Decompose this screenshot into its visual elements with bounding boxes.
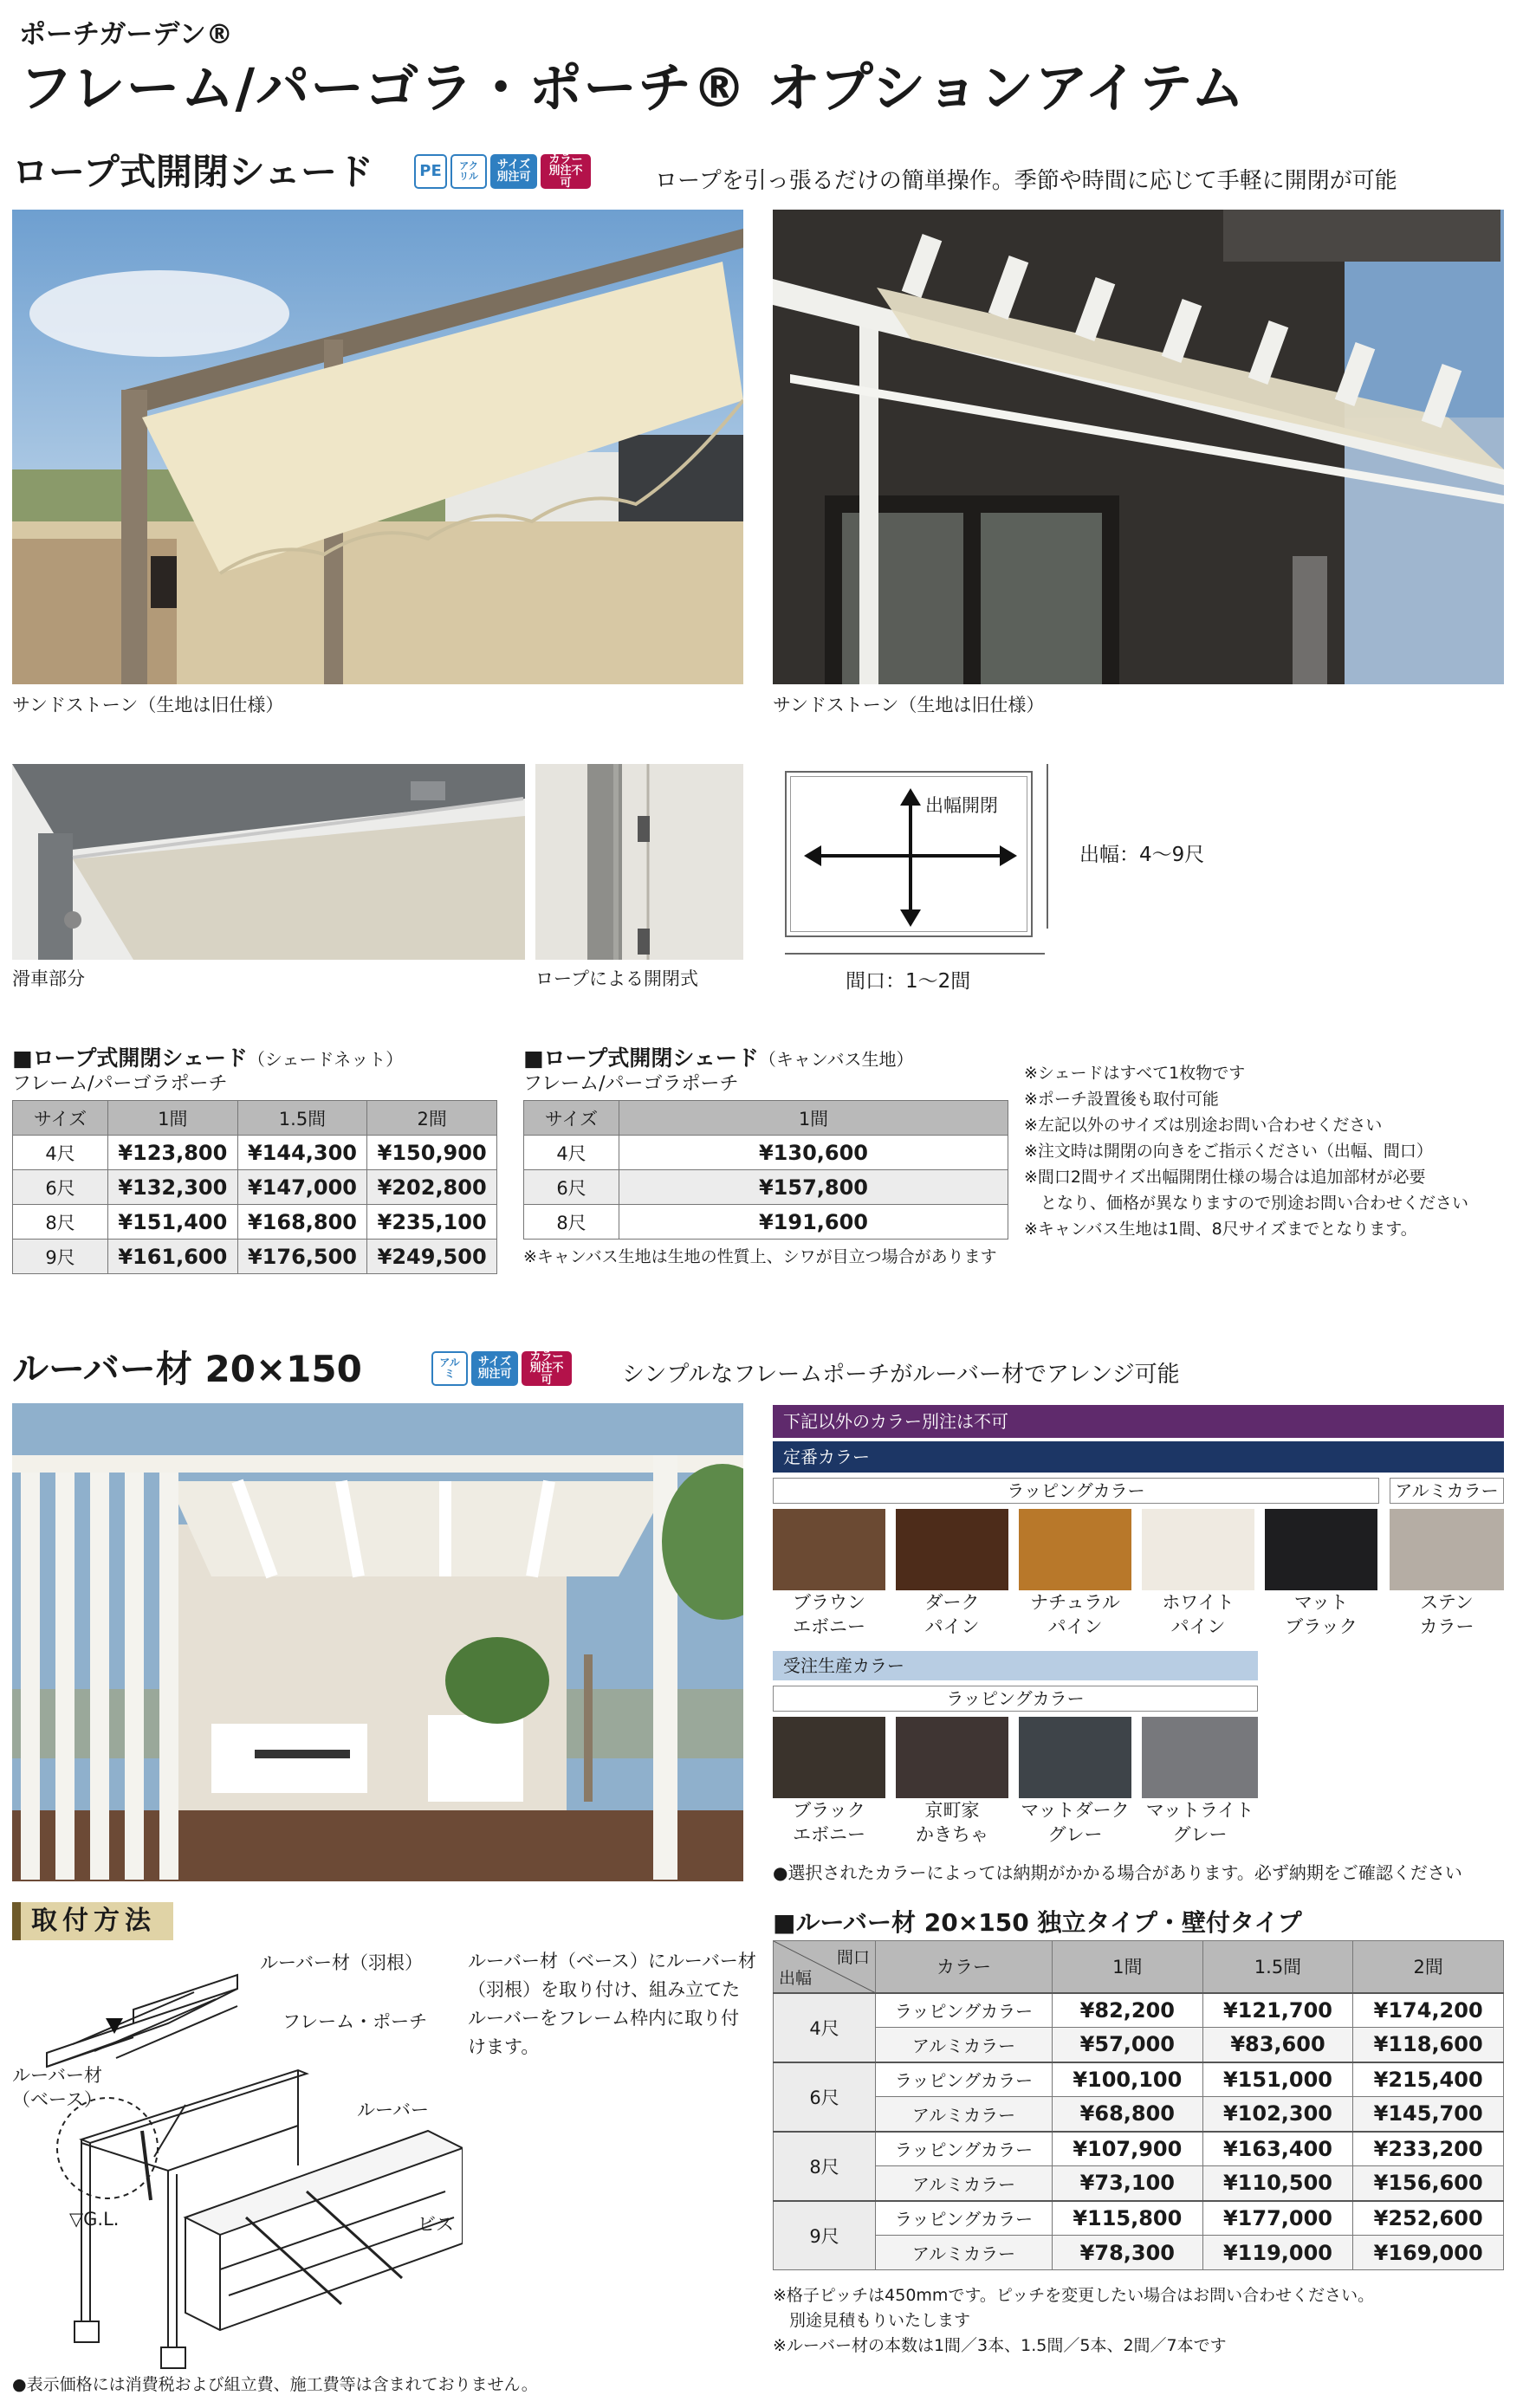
brand-name: ポーチガーデン® bbox=[19, 19, 233, 50]
shade-notes bbox=[1024, 1060, 1468, 1242]
corner-depth-label: 出幅 bbox=[779, 1968, 813, 1988]
label-louver-blade: ルーバー材（羽根） bbox=[260, 1952, 423, 1973]
table-row bbox=[774, 2028, 1504, 2062]
shade-photo-2-caption: サンドストーン（生地は旧仕様） bbox=[773, 695, 1045, 715]
install-line: けます。 bbox=[468, 2036, 540, 2057]
price-cell: ¥168,800 bbox=[237, 1205, 367, 1240]
price-cell: ¥68,800 bbox=[1053, 2097, 1203, 2132]
table-row bbox=[774, 2132, 1504, 2166]
shade-size-diagram bbox=[785, 771, 1033, 937]
canvas-header-size: サイズ bbox=[524, 1101, 619, 1136]
swatch bbox=[896, 1717, 1008, 1798]
swatch-label: グレー bbox=[1172, 1824, 1228, 1845]
shade-photo-1 bbox=[12, 210, 743, 684]
price-cell: ¥121,700 bbox=[1202, 1993, 1353, 2028]
color-type-cell: アルミカラー bbox=[876, 2097, 1053, 2132]
price-cell: ¥100,100 bbox=[1053, 2062, 1203, 2097]
pulley-detail-caption: 滑車部分 bbox=[12, 968, 85, 989]
swatch-label: ブラック bbox=[1285, 1616, 1358, 1637]
color-type-cell: ラッピングカラー bbox=[876, 2062, 1053, 2097]
swatch-label: カラー bbox=[1419, 1616, 1474, 1637]
section-title-louver: ルーバー材 20×150 bbox=[12, 1348, 362, 1390]
width-range-label: 間口：1〜2間 bbox=[846, 970, 971, 993]
louver-price-table bbox=[773, 1940, 1504, 2270]
color-type-cell: アルミカラー bbox=[876, 2166, 1053, 2201]
swatch-label: 京町家 bbox=[924, 1800, 980, 1821]
badge-color-no-custom: カラー 別注不可 bbox=[541, 154, 591, 189]
price-cell: ¥157,800 bbox=[619, 1170, 1008, 1205]
shade-badges bbox=[414, 154, 591, 189]
note-line: ※キャンバス生地は1間、8尺サイズまでとなります。 bbox=[1024, 1220, 1417, 1239]
pulley-detail-photo bbox=[12, 764, 525, 960]
price-cell: ¥150,900 bbox=[367, 1136, 497, 1170]
color-type-cell: ラッピングカラー bbox=[876, 1993, 1053, 2028]
size-cell: 6尺 bbox=[13, 1170, 108, 1205]
install-line: ルーバー材（ベース）にルーバー材 bbox=[468, 1951, 756, 1971]
price-cell: ¥130,600 bbox=[619, 1136, 1008, 1170]
color-type-cell: ラッピングカラー bbox=[876, 2132, 1053, 2166]
note-line: ※ルーバー材の本数は1間／3本、1.5間／5本、2間／7本です bbox=[773, 2336, 1227, 2355]
install-line: ルーバーをフレーム枠内に取り付 bbox=[468, 2008, 740, 2029]
price-cell: ¥174,200 bbox=[1353, 1993, 1504, 2028]
canvas-table-subtitle: フレーム/パーゴラポーチ bbox=[523, 1073, 739, 1095]
price-cell: ¥151,400 bbox=[108, 1205, 238, 1240]
swatch-label: ステン bbox=[1420, 1592, 1474, 1613]
swatch bbox=[896, 1509, 1008, 1590]
size-cell: 9尺 bbox=[774, 2201, 876, 2270]
price-cell: ¥119,000 bbox=[1202, 2236, 1353, 2270]
label-louver-base-1: ルーバー材 bbox=[12, 2065, 102, 2086]
price-cell: ¥132,300 bbox=[108, 1170, 238, 1205]
net-table-title-suffix: （シェードネット） bbox=[247, 1049, 404, 1070]
table-row bbox=[524, 1136, 1008, 1170]
swatch bbox=[1265, 1509, 1377, 1590]
note-line: ※左記以外のサイズは別途お問い合わせください bbox=[1024, 1116, 1383, 1135]
table-corner-cell bbox=[774, 1941, 876, 1993]
swatch-label: パイン bbox=[1170, 1616, 1226, 1637]
price-cell: ¥215,400 bbox=[1353, 2062, 1504, 2097]
price-cell: ¥78,300 bbox=[1053, 2236, 1203, 2270]
wrapping-color-group: ラッピングカラー bbox=[773, 1478, 1379, 1504]
price-cell: ¥115,800 bbox=[1053, 2201, 1203, 2236]
color-option-matte-dark-gray[interactable] bbox=[1019, 1717, 1131, 1847]
price-cell: ¥110,500 bbox=[1202, 2166, 1353, 2201]
note-line: ※間口2間サイズ出幅開閉仕様の場合は追加部材が必要 bbox=[1024, 1168, 1426, 1187]
delivery-note: ●選択されたカラーによっては納期がかかる場合があります。必ず納期をご確認ください bbox=[773, 1862, 1462, 1883]
color-option-brown-ebony[interactable] bbox=[773, 1509, 885, 1639]
louver-table-title: ■ルーバー材 20×150 独立タイプ・壁付タイプ bbox=[773, 1908, 1302, 1937]
swatch-label: グレー bbox=[1047, 1824, 1103, 1845]
price-cell: ¥123,800 bbox=[108, 1136, 238, 1170]
label-louver: ルーバー bbox=[357, 2100, 429, 2120]
badge-size-custom: サイズ 別注可 bbox=[490, 154, 537, 189]
canvas-table-title-suffix: （キャンバス生地） bbox=[758, 1049, 914, 1070]
net-header-1ken: 1間 bbox=[108, 1101, 238, 1136]
header-2ken: 2間 bbox=[1353, 1941, 1504, 1993]
color-option-white-pine[interactable] bbox=[1142, 1509, 1254, 1639]
order-color-bar: 受注生産カラー bbox=[773, 1651, 1258, 1680]
size-cell: 6尺 bbox=[774, 2062, 876, 2132]
footer-tax-note: ●表示価格には消費税および組立費、施工費等は含まれておりません。 bbox=[12, 2375, 538, 2394]
color-option-natural-pine[interactable] bbox=[1019, 1509, 1131, 1639]
size-cell: 4尺 bbox=[13, 1136, 108, 1170]
price-cell: ¥144,300 bbox=[237, 1136, 367, 1170]
swatch-label: ナチュラル bbox=[1030, 1592, 1120, 1613]
label-frame-porch: フレーム・ポーチ bbox=[282, 2011, 428, 2032]
swatch bbox=[1142, 1717, 1258, 1798]
badge-color-no-custom: カラー 別注不可 bbox=[522, 1351, 572, 1386]
badge-aluminum: アルミ bbox=[431, 1351, 468, 1386]
swatch bbox=[1019, 1717, 1131, 1798]
standard-color-swatches bbox=[773, 1509, 1504, 1639]
swatch bbox=[773, 1717, 885, 1798]
swatch bbox=[1390, 1509, 1504, 1590]
color-option-matte-black[interactable] bbox=[1265, 1509, 1377, 1639]
shade-lead-text: ロープを引っ張るだけの簡単操作。季節や時間に応じて手軽に開閉が可能 bbox=[655, 168, 1397, 194]
note-line: ※格子ピッチは450mmです。ピッチを変更したい場合はお問い合わせください。 bbox=[773, 2286, 1375, 2305]
corner-width-label: 間口 bbox=[836, 1948, 870, 1967]
open-direction-label: 出幅開閉 bbox=[925, 795, 998, 816]
swatch-label: パイン bbox=[924, 1616, 980, 1637]
size-cell: 8尺 bbox=[13, 1205, 108, 1240]
color-option-black-ebony[interactable] bbox=[773, 1717, 885, 1847]
table-row bbox=[13, 1205, 497, 1240]
page-title: フレーム/パーゴラ・ポーチ® オプションアイテム bbox=[19, 56, 1246, 120]
canvas-table-title bbox=[523, 1041, 913, 1072]
price-cell: ¥163,400 bbox=[1202, 2132, 1353, 2166]
table-row bbox=[13, 1240, 497, 1274]
price-cell: ¥169,000 bbox=[1353, 2236, 1504, 2270]
label-louver-base-2: （ベース） bbox=[12, 2089, 102, 2110]
canvas-price-table bbox=[523, 1100, 1008, 1240]
canvas-note: ※キャンバス生地は生地の性質上、シワが目立つ場合があります bbox=[523, 1247, 997, 1266]
net-header-1-5ken: 1.5間 bbox=[237, 1101, 367, 1136]
install-diagram bbox=[12, 1940, 463, 2382]
table-row bbox=[774, 2166, 1504, 2201]
badge-pe: PE bbox=[414, 154, 447, 189]
section-title-shade: ロープ式開閉シェード bbox=[12, 151, 374, 193]
swatch-label: マットライト bbox=[1145, 1800, 1254, 1821]
color-option-stain[interactable] bbox=[1390, 1509, 1504, 1639]
color-type-cell: アルミカラー bbox=[876, 2028, 1053, 2062]
net-table-subtitle: フレーム/パーゴラポーチ bbox=[12, 1073, 228, 1095]
size-cell: 6尺 bbox=[524, 1170, 619, 1205]
swatch bbox=[1142, 1509, 1254, 1590]
swatch-label: マット bbox=[1293, 1592, 1349, 1613]
price-cell: ¥156,600 bbox=[1353, 2166, 1504, 2201]
swatch-label: ダーク bbox=[924, 1592, 980, 1613]
color-type-cell: アルミカラー bbox=[876, 2236, 1053, 2270]
badge-acrylic: アクリル bbox=[450, 154, 487, 189]
price-cell: ¥102,300 bbox=[1202, 2097, 1353, 2132]
swatch-label: エボニー bbox=[793, 1824, 865, 1845]
swatch-label: パイン bbox=[1047, 1616, 1103, 1637]
louver-badges bbox=[431, 1351, 572, 1386]
table-row bbox=[774, 2201, 1504, 2236]
size-cell: 9尺 bbox=[13, 1240, 108, 1274]
swatch-label: エボニー bbox=[793, 1616, 865, 1637]
note-line: となり、価格が異なりますので別途お問い合わせください bbox=[1024, 1194, 1469, 1213]
canvas-table-title-main: ■ロープ式開閉シェード bbox=[523, 1045, 759, 1071]
net-table-title-main: ■ロープ式開閉シェード bbox=[12, 1045, 248, 1071]
rope-detail-photo bbox=[535, 764, 743, 960]
depth-range-label: 出幅：4〜9尺 bbox=[1079, 844, 1205, 866]
table-row bbox=[774, 2236, 1504, 2270]
price-cell: ¥118,600 bbox=[1353, 2028, 1504, 2062]
price-cell: ¥233,200 bbox=[1353, 2132, 1504, 2166]
label-screw: ビス bbox=[418, 2214, 454, 2235]
badge-size-custom: サイズ 別注可 bbox=[471, 1351, 518, 1386]
table-row bbox=[774, 1993, 1504, 2028]
swatch bbox=[1019, 1509, 1131, 1590]
swatch bbox=[773, 1509, 885, 1590]
price-cell: ¥107,900 bbox=[1053, 2132, 1203, 2166]
rope-detail-caption: ロープによる開閉式 bbox=[535, 968, 698, 989]
color-notice-bar: 下記以外のカラー別注は不可 bbox=[773, 1405, 1504, 1438]
table-row bbox=[774, 2097, 1504, 2132]
color-option-dark-pine[interactable] bbox=[896, 1509, 1008, 1639]
price-cell: ¥235,100 bbox=[367, 1205, 497, 1240]
price-cell: ¥161,600 bbox=[108, 1240, 238, 1274]
swatch-label: ブラウン bbox=[793, 1592, 865, 1613]
install-method-title: 取付方法 bbox=[12, 1902, 173, 1940]
price-cell: ¥82,200 bbox=[1053, 1993, 1203, 2028]
order-color-swatches bbox=[773, 1717, 1258, 1847]
standard-color-bar: 定番カラー bbox=[773, 1441, 1504, 1473]
color-option-matte-light-gray[interactable] bbox=[1142, 1717, 1258, 1847]
price-cell: ¥191,600 bbox=[619, 1205, 1008, 1240]
table-row bbox=[13, 1136, 497, 1170]
price-cell: ¥57,000 bbox=[1053, 2028, 1203, 2062]
price-cell: ¥202,800 bbox=[367, 1170, 497, 1205]
louver-photo bbox=[12, 1403, 743, 1881]
note-line: ※ポーチ設置後も取付可能 bbox=[1024, 1090, 1219, 1109]
net-price-table bbox=[12, 1100, 497, 1274]
table-row bbox=[524, 1170, 1008, 1205]
table-row bbox=[524, 1205, 1008, 1240]
install-line: （羽根）を取り付け、組み立てた bbox=[468, 1979, 741, 2000]
size-cell: 4尺 bbox=[524, 1136, 619, 1170]
price-cell: ¥73,100 bbox=[1053, 2166, 1203, 2201]
price-cell: ¥151,000 bbox=[1202, 2062, 1353, 2097]
note-line: ※注文時は開閉の向きをご指示ください（出幅、間口） bbox=[1024, 1142, 1433, 1161]
note-line: 別途見積もりいたします bbox=[773, 2311, 971, 2330]
size-cell: 8尺 bbox=[774, 2132, 876, 2201]
size-cell: 4尺 bbox=[774, 1993, 876, 2062]
table-row bbox=[774, 2062, 1504, 2097]
label-ground-level: ▽G.L. bbox=[69, 2209, 120, 2230]
net-header-size: サイズ bbox=[13, 1101, 108, 1136]
shade-photo-1-caption: サンドストーン（生地は旧仕様） bbox=[12, 695, 284, 715]
price-cell: ¥145,700 bbox=[1353, 2097, 1504, 2132]
color-type-cell: ラッピングカラー bbox=[876, 2201, 1053, 2236]
aluminum-color-group: アルミカラー bbox=[1390, 1478, 1504, 1504]
price-cell: ¥83,600 bbox=[1202, 2028, 1353, 2062]
net-header-2ken: 2間 bbox=[367, 1101, 497, 1136]
swatch-label: マットダーク bbox=[1021, 1800, 1130, 1821]
net-table-title bbox=[12, 1041, 403, 1072]
shade-photo-2 bbox=[773, 210, 1504, 684]
price-cell: ¥147,000 bbox=[237, 1170, 367, 1205]
canvas-header-1ken: 1間 bbox=[619, 1101, 1008, 1136]
swatch-label: ホワイト bbox=[1162, 1592, 1235, 1613]
price-cell: ¥249,500 bbox=[367, 1240, 497, 1274]
header-color: カラー bbox=[876, 1941, 1053, 1993]
header-1ken: 1間 bbox=[1053, 1941, 1203, 1993]
price-cell: ¥177,000 bbox=[1202, 2201, 1353, 2236]
size-cell: 8尺 bbox=[524, 1205, 619, 1240]
swatch-label: かきちゃ bbox=[916, 1824, 988, 1845]
order-wrapping-group: ラッピングカラー bbox=[773, 1686, 1258, 1712]
table-row bbox=[13, 1170, 497, 1205]
louver-notes bbox=[773, 2283, 1374, 2359]
color-option-kyomachiya-kakicha[interactable] bbox=[896, 1717, 1008, 1847]
price-cell: ¥176,500 bbox=[237, 1240, 367, 1274]
note-line: ※シェードはすべて1枚物です bbox=[1024, 1064, 1246, 1083]
swatch-label: ブラック bbox=[793, 1800, 865, 1821]
louver-lead-text: シンプルなフレームポーチがルーバー材でアレンジ可能 bbox=[622, 1362, 1180, 1388]
price-cell: ¥252,600 bbox=[1353, 2201, 1504, 2236]
header-1-5ken: 1.5間 bbox=[1202, 1941, 1353, 1993]
install-description bbox=[468, 1947, 756, 2062]
